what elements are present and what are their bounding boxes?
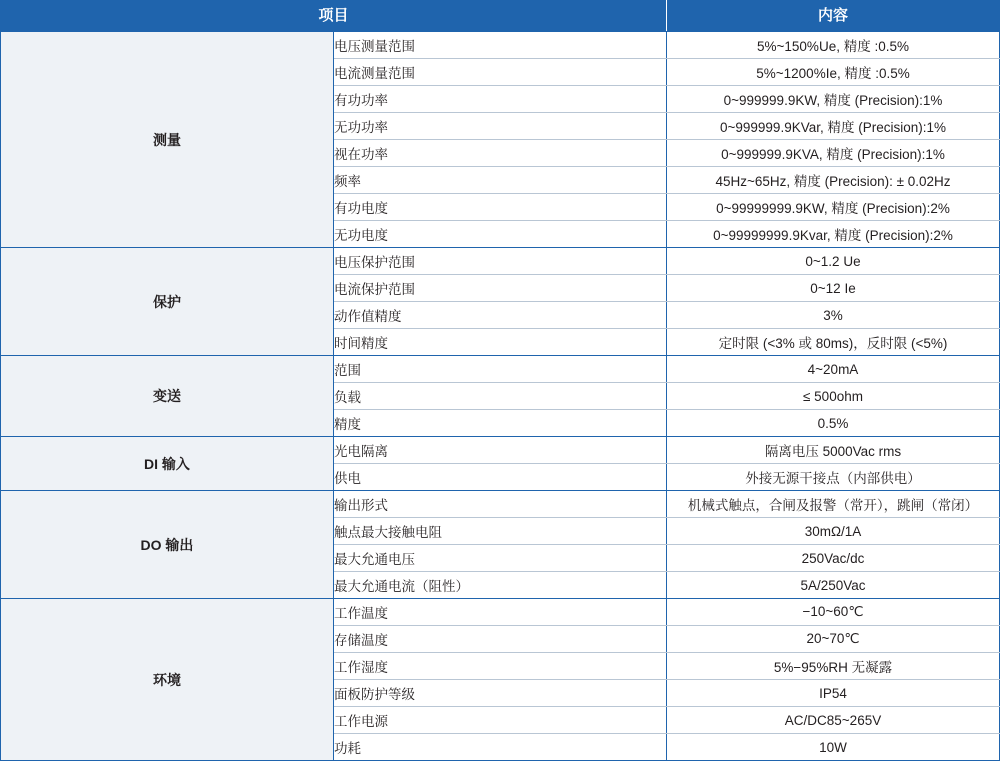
table-row <box>1 437 1000 464</box>
item-label: 触点最大接触电阻 <box>334 518 667 545</box>
group-label: DO 输出 <box>1 491 334 599</box>
item-label: 光电隔离 <box>334 437 667 464</box>
item-value: 0~99999999.9Kvar, 精度 (Precision):2% <box>667 221 1000 248</box>
item-label: 时间精度 <box>334 329 667 356</box>
item-label: 视在功率 <box>334 140 667 167</box>
item-label: 电压保护范围 <box>334 248 667 275</box>
group-label: DI 输入 <box>1 437 334 491</box>
group-label: 变送 <box>1 356 334 437</box>
item-label: 电流保护范围 <box>334 275 667 302</box>
item-value: 10W <box>667 734 1000 761</box>
item-value: 5%~1200%Ie, 精度 :0.5% <box>667 59 1000 86</box>
item-value: ≤ 500ohm <box>667 383 1000 410</box>
item-label: 最大允通电压 <box>334 545 667 572</box>
group-label: 测量 <box>1 32 334 248</box>
item-value: 4~20mA <box>667 356 1000 383</box>
item-value: 3% <box>667 302 1000 329</box>
item-label: 供电 <box>334 464 667 491</box>
item-value: 隔离电压 5000Vac rms <box>667 437 1000 464</box>
item-value: 0~99999999.9KW, 精度 (Precision):2% <box>667 194 1000 221</box>
item-label: 工作电源 <box>334 707 667 734</box>
item-label: 面板防护等级 <box>334 680 667 707</box>
item-label: 负载 <box>334 383 667 410</box>
item-label: 无功功率 <box>334 113 667 140</box>
item-value: 5A/250Vac <box>667 572 1000 599</box>
table-row <box>1 356 1000 383</box>
item-label: 无功电度 <box>334 221 667 248</box>
item-label: 范围 <box>334 356 667 383</box>
item-value: 250Vac/dc <box>667 545 1000 572</box>
table-body <box>1 32 1000 761</box>
item-value: 0~1.2 Ue <box>667 248 1000 275</box>
item-value: 20~70℃ <box>667 626 1000 653</box>
table-row <box>1 32 1000 59</box>
item-label: 工作温度 <box>334 599 667 626</box>
item-label: 电压测量范围 <box>334 32 667 59</box>
item-value: 5%−95%RH 无凝露 <box>667 653 1000 680</box>
table-header <box>1 1 1000 32</box>
group-label: 保护 <box>1 248 334 356</box>
header-content: 内容 <box>667 1 1000 32</box>
header-row <box>1 1 1000 32</box>
item-label: 有功电度 <box>334 194 667 221</box>
item-label: 工作湿度 <box>334 653 667 680</box>
item-label: 频率 <box>334 167 667 194</box>
item-value: 30mΩ/1A <box>667 518 1000 545</box>
item-value: −10~60℃ <box>667 599 1000 626</box>
header-item: 项目 <box>1 1 667 32</box>
item-label: 有功功率 <box>334 86 667 113</box>
item-label: 存储温度 <box>334 626 667 653</box>
item-value: IP54 <box>667 680 1000 707</box>
item-value: 机械式触点，合闸及报警（常开），跳闸（常闭） <box>667 491 1000 518</box>
item-value: 0~999999.9KVA, 精度 (Precision):1% <box>667 140 1000 167</box>
item-value: 外接无源干接点（内部供电） <box>667 464 1000 491</box>
item-label: 精度 <box>334 410 667 437</box>
item-value: 0.5% <box>667 410 1000 437</box>
group-label: 环境 <box>1 599 334 761</box>
item-value: 5%~150%Ue, 精度 :0.5% <box>667 32 1000 59</box>
item-label: 输出形式 <box>334 491 667 518</box>
item-label: 动作值精度 <box>334 302 667 329</box>
item-value: 0~12 Ie <box>667 275 1000 302</box>
item-value: 定时限 (<3% 或 80ms)，反时限 (<5%) <box>667 329 1000 356</box>
table-row <box>1 491 1000 518</box>
item-value: 0~999999.9KVar, 精度 (Precision):1% <box>667 113 1000 140</box>
table-row <box>1 248 1000 275</box>
item-value: 0~999999.9KW, 精度 (Precision):1% <box>667 86 1000 113</box>
item-label: 最大允通电流（阻性） <box>334 572 667 599</box>
item-label: 功耗 <box>334 734 667 761</box>
item-value: AC/DC85~265V <box>667 707 1000 734</box>
item-label: 电流测量范围 <box>334 59 667 86</box>
item-value: 45Hz~65Hz, 精度 (Precision): ± 0.02Hz <box>667 167 1000 194</box>
table-row <box>1 599 1000 626</box>
